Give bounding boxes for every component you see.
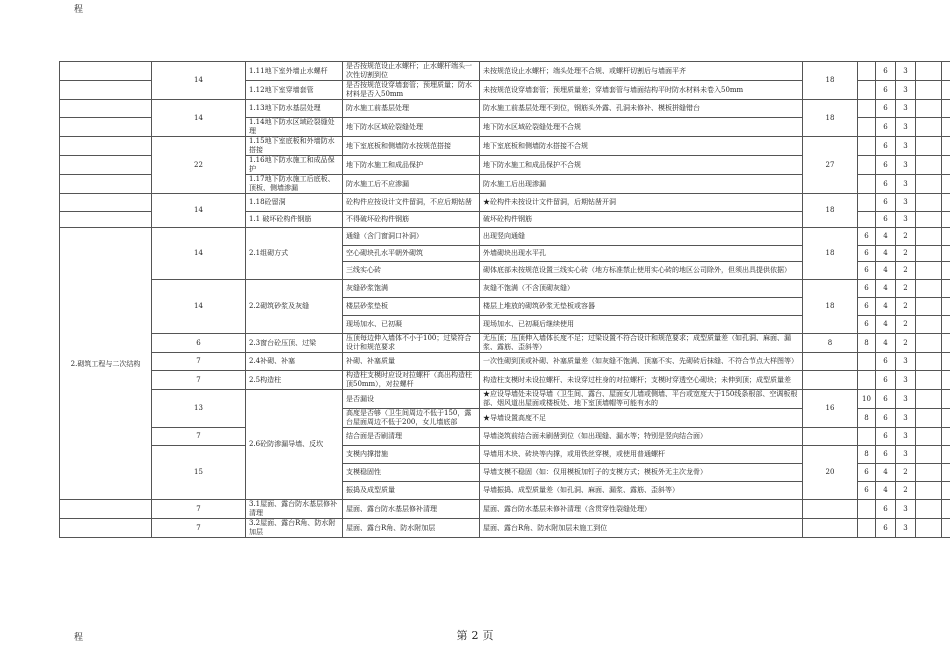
blank-cell [916, 62, 942, 81]
score-a-cell [858, 118, 876, 137]
deduction-cell: 地下防水区域砼裂缝处理不合规 [480, 118, 803, 137]
score-b-cell: 6 [876, 156, 896, 175]
item-cell: 1.1 破坏砼构件钢筋 [246, 212, 343, 228]
deduction-cell: 楼层上堆放的砌筑砂浆无垫板或容器 [480, 298, 803, 316]
score-b-cell: 6 [876, 212, 896, 228]
score-a-cell: 6 [858, 246, 876, 262]
score-a-cell: 6 [858, 228, 876, 246]
deduction-cell: 未按规范设穿墙套管；预埋质量差；穿墙套管与墙面结构平时防水材料未卷入50mm [480, 81, 803, 100]
requirement-cell: 补砌、补塞质量 [343, 353, 480, 371]
page-number [0, 627, 950, 643]
blank-cell [942, 500, 950, 519]
score-a-cell: 10 [858, 390, 876, 409]
subtotal-cell: 16 [803, 390, 858, 428]
score-c-cell: 2 [896, 464, 916, 482]
score-c-cell: 3 [896, 390, 916, 409]
requirement-cell: 是否按规范设穿墙套管；预埋质量；防水材料是否入50mm [343, 81, 480, 100]
score-cell: 14 [152, 228, 246, 280]
score-b-cell: 4 [876, 262, 896, 280]
requirement-cell: 屋面、露台R角、防水附加层 [343, 519, 480, 538]
deduction-cell: 破坏砼构件钢筋 [480, 212, 803, 228]
requirement-cell: 压顶每边伸入墙体不小于100；过梁符合设计和规范要求 [343, 334, 480, 353]
score-c-cell: 3 [896, 446, 916, 464]
item-cell: 1.14地下防水区域砼裂缝处理 [246, 118, 343, 137]
score-a-cell [858, 100, 876, 118]
category-cell [60, 500, 152, 519]
score-b-cell: 4 [876, 280, 896, 298]
inspection-table [59, 61, 950, 538]
blank-cell [916, 246, 942, 262]
blank-cell [916, 280, 942, 298]
deduction-cell: ★砼构件未按设计文件留洞，后期钻凿开洞 [480, 194, 803, 212]
table-row [60, 228, 950, 246]
item-cell: 1.16地下防水施工和成品保护 [246, 156, 343, 175]
category-cell [60, 137, 152, 156]
requirement-cell: 地下防水施工和成品保护 [343, 156, 480, 175]
requirement-cell: 空心砌块孔水平朝外砌筑 [343, 246, 480, 262]
blank-cell [942, 228, 950, 246]
subtotal-cell [803, 519, 858, 538]
blank-cell [942, 334, 950, 353]
requirement-cell: 砼构件应按设计文件留洞，不应后期钻凿 [343, 194, 480, 212]
item-cell: 2.4补砌、补塞 [246, 353, 343, 371]
blank-cell [916, 81, 942, 100]
deduction-cell: 现场加水、已初凝后继续使用 [480, 316, 803, 334]
requirement-cell: 振捣及成型质量 [343, 482, 480, 500]
score-a-cell [858, 371, 876, 390]
score-b-cell: 6 [876, 500, 896, 519]
score-c-cell: 3 [896, 371, 916, 390]
score-b-cell: 6 [876, 390, 896, 409]
score-c-cell: 2 [896, 228, 916, 246]
score-cell: 13 [152, 390, 246, 428]
score-cell: 7 [152, 500, 246, 519]
score-c-cell: 2 [896, 280, 916, 298]
subtotal-cell: 20 [803, 446, 858, 500]
subtotal-cell: 18 [803, 194, 858, 228]
score-cell: 7 [152, 428, 246, 446]
table-row [60, 390, 950, 409]
blank-cell [942, 519, 950, 538]
requirement-cell: 支模内撑措施 [343, 446, 480, 464]
page-suffix: 页 [482, 629, 494, 642]
score-c-cell: 3 [896, 353, 916, 371]
item-cell: 1.17地下防水施工后底板、顶板、侧墙渗漏 [246, 175, 343, 194]
score-a-cell: 8 [858, 446, 876, 464]
subtotal-cell [803, 353, 858, 371]
blank-cell [916, 298, 942, 316]
category-cell [60, 212, 152, 228]
score-a-cell: 6 [858, 262, 876, 280]
score-c-cell: 2 [896, 334, 916, 353]
blank-cell [916, 175, 942, 194]
subtotal-cell: 18 [803, 280, 858, 334]
score-cell: 14 [152, 280, 246, 334]
item-cell: 1.18砼留洞 [246, 194, 343, 212]
table-row [60, 500, 950, 519]
blank-cell [942, 194, 950, 212]
deduction-cell: 未按规范设止水螺杆；端头处理不合规、或螺杆切割后与墙面平齐 [480, 62, 803, 81]
score-c-cell: 2 [896, 298, 916, 316]
blank-cell [916, 428, 942, 446]
score-c-cell: 3 [896, 137, 916, 156]
requirement-cell: 三线实心砖 [343, 262, 480, 280]
score-b-cell: 6 [876, 353, 896, 371]
score-a-cell [858, 81, 876, 100]
requirement-cell: 现场加水、已初凝 [343, 316, 480, 334]
category-cell [60, 175, 152, 194]
deduction-cell: 防水施工前基层处理不到位，钢筋头外露、孔洞未修补、模板拼缝错台 [480, 100, 803, 118]
score-b-cell: 6 [876, 137, 896, 156]
score-c-cell: 3 [896, 81, 916, 100]
score-b-cell: 6 [876, 519, 896, 538]
blank-cell [942, 246, 950, 262]
score-c-cell: 2 [896, 246, 916, 262]
table-row [60, 446, 950, 464]
subtotal-cell: 18 [803, 228, 858, 280]
score-c-cell: 3 [896, 409, 916, 428]
blank-cell [942, 118, 950, 137]
blank-cell [942, 446, 950, 464]
table-row [60, 428, 950, 446]
subtotal-cell: 18 [803, 62, 858, 100]
score-c-cell: 3 [896, 62, 916, 81]
score-a-cell: 6 [858, 482, 876, 500]
page-prefix: 第 [456, 629, 468, 642]
score-b-cell: 4 [876, 246, 896, 262]
blank-cell [916, 519, 942, 538]
deduction-cell: 导墙振捣、成型质量差（如孔洞、麻面、漏浆、露筋、歪斜等） [480, 482, 803, 500]
table-row [60, 100, 950, 118]
score-a-cell: 8 [858, 409, 876, 428]
item-cell: 2.5构造柱 [246, 371, 343, 390]
blank-cell [916, 137, 942, 156]
score-c-cell: 3 [896, 212, 916, 228]
score-b-cell: 4 [876, 228, 896, 246]
score-cell: 14 [152, 100, 246, 137]
score-cell: 15 [152, 446, 246, 500]
category-cell [60, 156, 152, 175]
requirement-cell: 地下防水区域砼裂缝处理 [343, 118, 480, 137]
deduction-cell: 一次性砌到顶或补砌、补塞质量差（如灰缝不饱满、顶塞不实、先砌砖后抹缝、不符合节点大样图等） [480, 353, 803, 371]
score-cell: 14 [152, 62, 246, 100]
item-cell: 2.1组砌方式 [246, 228, 343, 280]
requirement-cell: 防水施工后不应渗漏 [343, 175, 480, 194]
deduction-cell: 砌体底部未按规范设置三线实心砖（地方标准禁止使用实心砖的地区公司除外，但须出具提供依据） [480, 262, 803, 280]
requirement-cell: 灰缝砂浆饱满 [343, 280, 480, 298]
page-footer-text: 程 [74, 633, 84, 643]
blank-cell [916, 409, 942, 428]
score-a-cell [858, 175, 876, 194]
score-c-cell: 3 [896, 156, 916, 175]
item-cell: 1.12地下室穿墙套管 [246, 81, 343, 100]
category-cell [60, 81, 152, 100]
score-b-cell: 6 [876, 194, 896, 212]
item-cell: 2.2砌筑砂浆及灰缝 [246, 280, 343, 334]
category-cell [60, 62, 152, 81]
table-row [60, 334, 950, 353]
blank-cell [916, 464, 942, 482]
score-c-cell: 2 [896, 316, 916, 334]
blank-cell [942, 353, 950, 371]
score-c-cell: 3 [896, 500, 916, 519]
requirement-cell: 不得破坏砼构件钢筋 [343, 212, 480, 228]
score-a-cell: 6 [858, 316, 876, 334]
table-row [60, 371, 950, 390]
blank-cell [916, 212, 942, 228]
page-num: 2 [471, 629, 479, 642]
score-a-cell: 6 [858, 280, 876, 298]
score-b-cell: 6 [876, 175, 896, 194]
deduction-cell: 灰缝不饱满（不含顶砌灰缝） [480, 280, 803, 298]
requirement-cell: 是否漏设 [343, 390, 480, 409]
blank-cell [916, 390, 942, 409]
score-c-cell: 3 [896, 428, 916, 446]
blank-cell [942, 156, 950, 175]
blank-cell [942, 409, 950, 428]
blank-cell [916, 156, 942, 175]
blank-cell [942, 62, 950, 81]
table-row [60, 194, 950, 212]
blank-cell [916, 194, 942, 212]
score-c-cell: 3 [896, 175, 916, 194]
score-a-cell [858, 194, 876, 212]
blank-cell [916, 118, 942, 137]
deduction-cell: ★应设导墙处未设导墙（卫生间、露台、屋面女儿墙或侧墙、平台或宽度大于150线条根部、空调板根部、烟风道出屋面或楼板处、地下室顶墙帽等可能有水的 [480, 390, 803, 409]
score-b-cell: 6 [876, 118, 896, 137]
item-cell: 2.6砼防渗漏导墙、反坎 [246, 390, 343, 500]
score-a-cell [858, 519, 876, 538]
score-a-cell [858, 500, 876, 519]
requirement-cell: 结合面是否刷清理 [343, 428, 480, 446]
deduction-cell: 出现竖向通缝 [480, 228, 803, 246]
score-c-cell: 3 [896, 100, 916, 118]
score-a-cell [858, 137, 876, 156]
deduction-cell: 屋面、露台防水基层未修补清理（含贯穿性裂缝处理） [480, 500, 803, 519]
blank-cell [916, 446, 942, 464]
deduction-cell: 地下防水施工和成品保护不合规 [480, 156, 803, 175]
deduction-cell: 导墙支模不稳固（如：仅用模板加钉子的支模方式；模板外无主次龙骨） [480, 464, 803, 482]
blank-cell [942, 137, 950, 156]
subtotal-cell [803, 428, 858, 446]
score-b-cell: 6 [876, 428, 896, 446]
score-b-cell: 4 [876, 464, 896, 482]
score-c-cell: 3 [896, 519, 916, 538]
score-b-cell: 6 [876, 100, 896, 118]
score-c-cell: 3 [896, 118, 916, 137]
subtotal-cell: 18 [803, 100, 858, 137]
table-row [60, 519, 950, 538]
deduction-cell: 导墙用木块、砖块等内撑，或用铁丝穿模，或使用普通螺杆 [480, 446, 803, 464]
blank-cell [942, 212, 950, 228]
blank-cell [942, 280, 950, 298]
category-cell [60, 118, 152, 137]
table-row [60, 62, 950, 81]
item-cell: 2.3窗台砼压顶、过梁 [246, 334, 343, 353]
item-cell: 1.15地下室底板和外墙防水搭接 [246, 137, 343, 156]
blank-cell [942, 316, 950, 334]
deduction-cell: 导墙浇筑前结合面未刷凿到位（如出现缝、漏水等；特别是竖向结合面） [480, 428, 803, 446]
score-a-cell: 6 [858, 298, 876, 316]
score-b-cell: 4 [876, 334, 896, 353]
category-cell [60, 100, 152, 118]
blank-cell [916, 500, 942, 519]
score-cell: 7 [152, 353, 246, 371]
deduction-cell: 地下室底板和侧墙防水搭接不合规 [480, 137, 803, 156]
blank-cell [942, 371, 950, 390]
item-cell: 1.13地下防水基层处理 [246, 100, 343, 118]
score-b-cell: 4 [876, 298, 896, 316]
blank-cell [942, 100, 950, 118]
blank-cell [942, 464, 950, 482]
blank-cell [942, 390, 950, 409]
score-c-cell: 2 [896, 482, 916, 500]
blank-cell [916, 353, 942, 371]
blank-cell [916, 100, 942, 118]
category-cell: 2.砌筑工程与二次结构 [60, 228, 152, 500]
score-b-cell: 6 [876, 409, 896, 428]
table-row [60, 280, 950, 298]
deduction-cell: 无压顶；压顶伸入墙体长度不足；过梁设置不符合设计和规范要求；成型质量差（如孔洞、麻面、漏浆、露筋、歪斜等） [480, 334, 803, 353]
category-cell [60, 519, 152, 538]
score-b-cell: 6 [876, 62, 896, 81]
blank-cell [942, 175, 950, 194]
item-cell: 1.11地下室外墙止水螺杆 [246, 62, 343, 81]
blank-cell [916, 228, 942, 246]
deduction-cell: 构造柱支模时未设拉螺杆、未设穿过柱身的对拉螺杆；支模时穿透空心砌块；未伸到顶；成型质量差 [480, 371, 803, 390]
deduction-cell: 外墙砌块出现水平孔 [480, 246, 803, 262]
score-cell: 7 [152, 371, 246, 390]
category-cell [60, 194, 152, 212]
deduction-cell: 防水施工后出现渗漏 [480, 175, 803, 194]
score-a-cell: 8 [858, 334, 876, 353]
score-a-cell [858, 212, 876, 228]
subtotal-cell [803, 371, 858, 390]
requirement-cell: 屋面、露台防水基层修补清理 [343, 500, 480, 519]
blank-cell [916, 482, 942, 500]
requirement-cell: 地下室底板和侧墙防水按规范搭接 [343, 137, 480, 156]
blank-cell [942, 298, 950, 316]
requirement-cell: 防水施工前基层处理 [343, 100, 480, 118]
item-cell: 3.2屋面、露台R角、防水附加层 [246, 519, 343, 538]
subtotal-cell [803, 500, 858, 519]
blank-cell [942, 482, 950, 500]
score-b-cell: 4 [876, 482, 896, 500]
score-c-cell: 3 [896, 194, 916, 212]
score-c-cell: 2 [896, 262, 916, 280]
item-cell: 3.1屋面、露台防水基层修补清理 [246, 500, 343, 519]
score-b-cell: 6 [876, 81, 896, 100]
score-cell: 6 [152, 334, 246, 353]
blank-cell [916, 371, 942, 390]
score-b-cell: 6 [876, 371, 896, 390]
deduction-cell: ★导墙设置高度不足 [480, 409, 803, 428]
requirement-cell: 构造柱支模时应设对拉螺杆（高出构造柱顶50mm），对拉螺杆 [343, 371, 480, 390]
score-b-cell: 4 [876, 316, 896, 334]
score-b-cell: 6 [876, 446, 896, 464]
table-row [60, 137, 950, 156]
blank-cell [916, 334, 942, 353]
requirement-cell: 支模稳固性 [343, 464, 480, 482]
deduction-cell: 屋面、露台R角、防水附加层未施工到位 [480, 519, 803, 538]
subtotal-cell: 8 [803, 334, 858, 353]
score-a-cell [858, 428, 876, 446]
score-cell: 22 [152, 137, 246, 194]
score-a-cell [858, 62, 876, 81]
score-a-cell: 6 [858, 464, 876, 482]
page-header-text: 程 [74, 5, 84, 15]
score-a-cell [858, 156, 876, 175]
blank-cell [942, 81, 950, 100]
score-cell: 7 [152, 519, 246, 538]
score-a-cell [858, 353, 876, 371]
table-row [60, 353, 950, 371]
subtotal-cell: 27 [803, 137, 858, 194]
blank-cell [916, 262, 942, 280]
requirement-cell: 高度是否够（卫生间周边不低于150，露台屋面周边不低于200，女儿墙底部 [343, 409, 480, 428]
requirement-cell: 通缝（含门窗洞口补洞） [343, 228, 480, 246]
score-cell: 14 [152, 194, 246, 228]
blank-cell [916, 316, 942, 334]
blank-cell [942, 428, 950, 446]
blank-cell [942, 262, 950, 280]
requirement-cell: 是否按规范设止水螺杆；止水螺杆端头一次性切割到位 [343, 62, 480, 81]
requirement-cell: 楼层砂浆垫板 [343, 298, 480, 316]
